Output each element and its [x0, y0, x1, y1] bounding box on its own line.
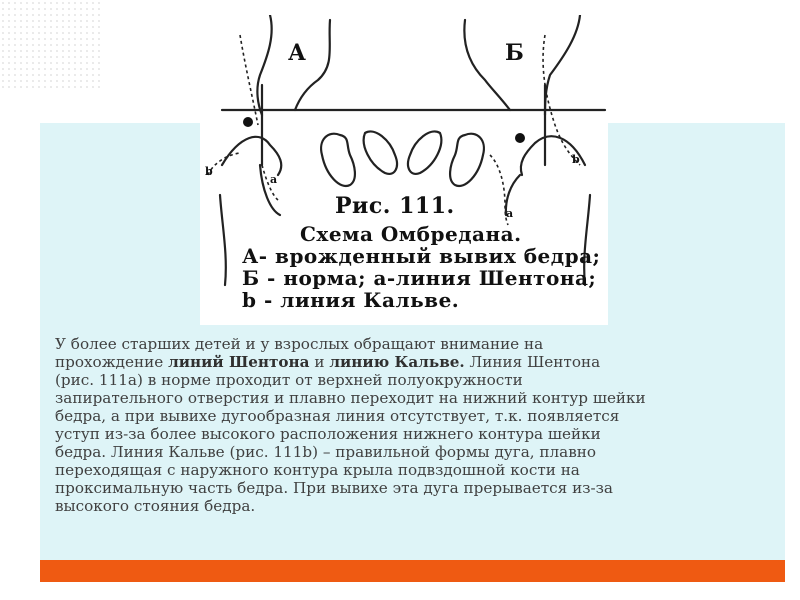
body-text-span: Линия Шентона [464, 353, 601, 371]
body-text-span: прохождение [55, 353, 169, 371]
body-text-line [55, 443, 775, 461]
femoral-head-dot-right [515, 133, 525, 143]
figure-label-a: А [288, 40, 306, 66]
body-text-span: У более старших детей и у взрослых обращают внимание на [55, 335, 544, 353]
figure-small-label-b-right: b [572, 153, 580, 166]
figure-caption-title: Рис. 111. [335, 193, 455, 219]
figure-label-b: Б [505, 40, 524, 66]
body-text-span: проксимальную часть бедра. При вывихе эта дуга прерывается из-за [55, 479, 613, 497]
femoral-head-dot-left [243, 117, 253, 127]
figure-small-label-a-right: a [506, 207, 514, 220]
body-text-emphasis: линию Кальве. [329, 353, 465, 371]
body-text-line [55, 371, 775, 389]
accent-bar [40, 560, 785, 582]
body-text-span: высокого стояния бедра. [55, 497, 256, 515]
body-text-line [55, 407, 775, 425]
body-text-line [55, 335, 775, 353]
body-text-emphasis: линий Шентона [168, 353, 310, 371]
ombredan-scheme-figure [200, 15, 608, 325]
figure-small-label-a-left: a [270, 173, 278, 186]
body-text-line [55, 479, 775, 497]
body-text-line [55, 389, 775, 407]
body-text-span: запирательного отверстия и плавно переходит на нижний контур шейки [55, 389, 646, 407]
body-text-span: (рис. 111а) в норме проходит от верхней полуокружности [55, 371, 523, 389]
body-text-line [55, 425, 775, 443]
decorative-dot-pattern [0, 0, 100, 90]
body-text-span: бедра. Линия Кальве (рис. 111b) – правильной формы дуга, плавно [55, 443, 597, 461]
figure-caption-line: Б - норма; а-линия Шентона; [242, 266, 597, 290]
body-paragraph [55, 335, 775, 515]
body-text-span: бедра, а при вывихе дугообразная линия отсутствует, т.к. появляется [55, 407, 620, 425]
body-text-line [55, 353, 775, 371]
figure-caption [200, 193, 608, 311]
figure-caption-line: А- врожденный вывих бедра; [242, 244, 601, 268]
body-text-span: и [309, 353, 330, 371]
body-text-span: уступ из-за более высокого расположения нижнего контура шейки [55, 425, 601, 443]
figure-caption-line: Схема Омбредана. [300, 222, 522, 246]
figure-caption-line: b - линия Кальве. [242, 288, 460, 312]
body-text-line [55, 461, 775, 479]
figure-small-label-b-left: b [205, 165, 213, 178]
body-text-line [55, 497, 775, 515]
body-text-span: переходящая с наружного контура крыла подвздошной кости на [55, 461, 580, 479]
